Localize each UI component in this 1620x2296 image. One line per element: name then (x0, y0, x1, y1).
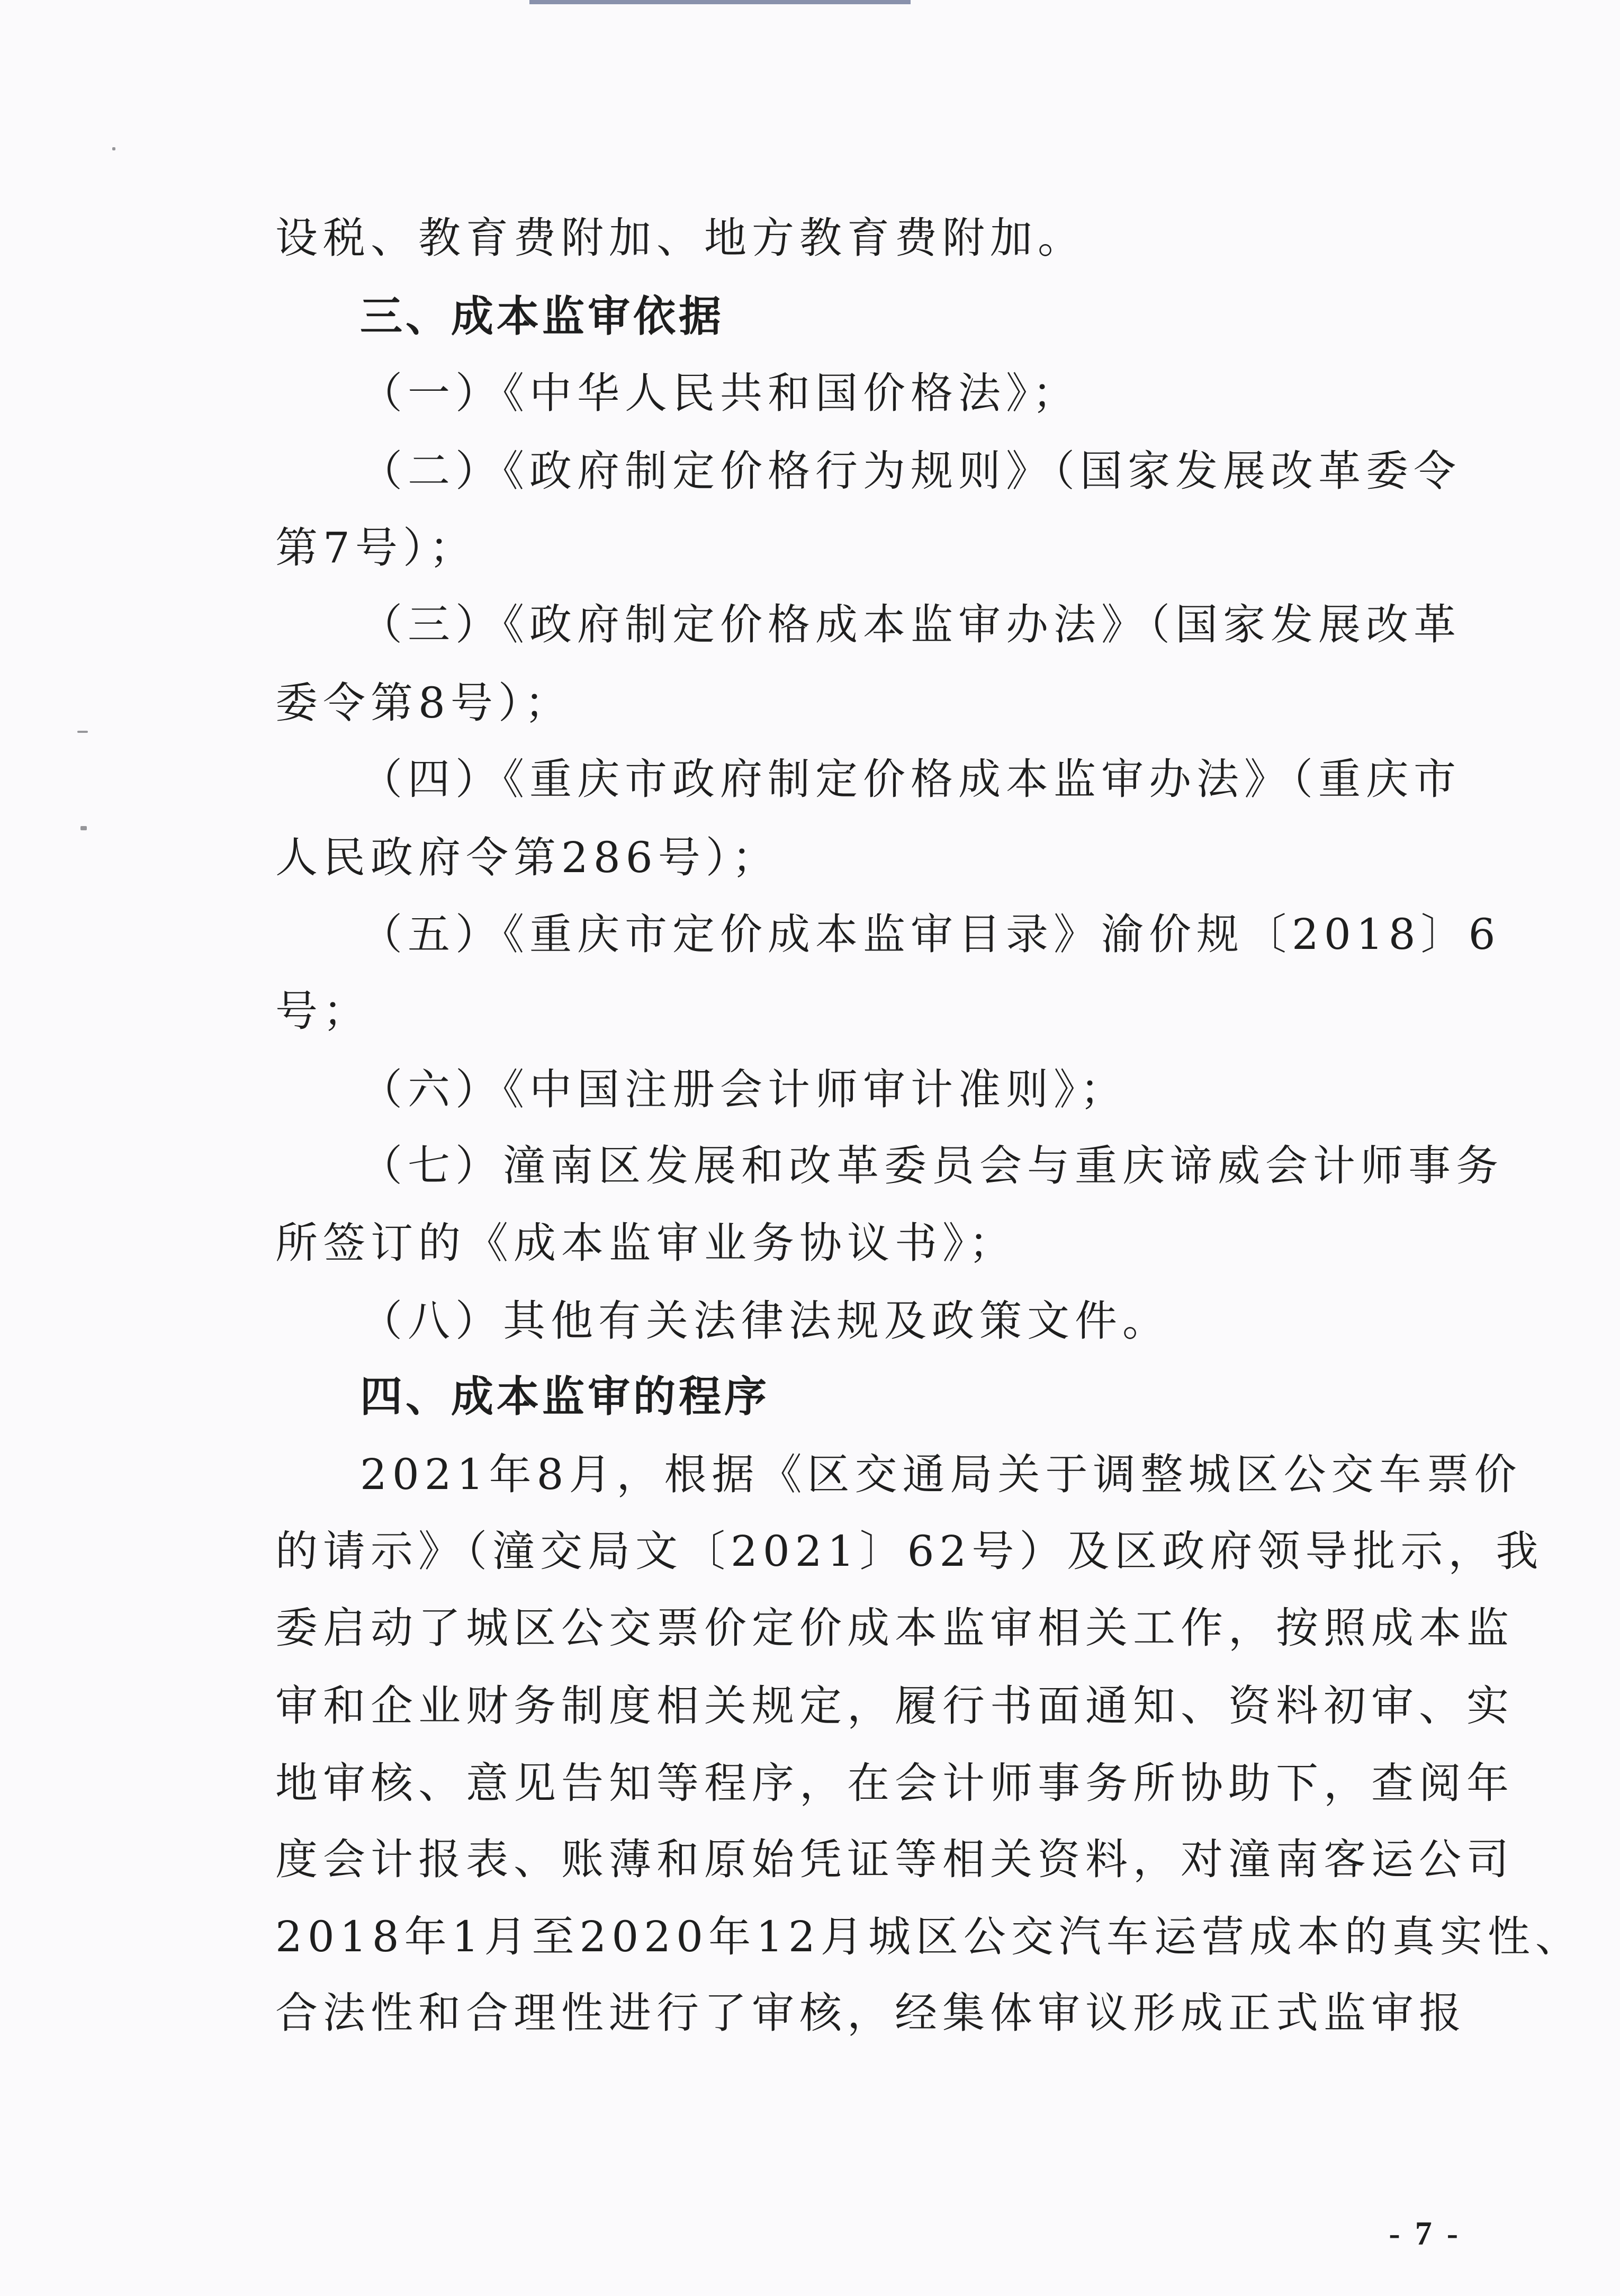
body-text-line: 人民政府令第286号）； (275, 833, 780, 882)
body-text-line: 地审核、意见告知等程序，在会计师事务所协助下，查阅年 (275, 1759, 1514, 1808)
body-text-line: 度会计报表、账薄和原始凭证等相关资料，对潼南客运公司 (275, 1835, 1514, 1884)
body-text-line: （五）《重庆市定价成本监审目录》渝价规〔2018〕6 (360, 910, 1501, 959)
scan-speck (112, 147, 115, 150)
body-text-line: （一）《中华人民共和国价格法》； (360, 369, 1080, 418)
body-text-line: 所签订的《成本监审业务协议书》； (275, 1218, 1016, 1268)
body-text-line: （七）潼南区发展和改革委员会与重庆谛威会计师事务 (360, 1141, 1504, 1190)
body-text-line: （八）其他有关法律法规及政策文件。 (360, 1296, 1170, 1346)
body-text-line: 2021年8月，根据《区交通局关于调整城区公交车票价 (360, 1450, 1522, 1499)
body-text-line: 合法性和合理性进行了审核，经集体审议形成正式监审报 (275, 1988, 1466, 2038)
body-text-line: 第7号）； (275, 523, 477, 572)
body-text-line: 的请示》（潼交局文〔2021〕62号）及区政府领导批示，我 (275, 1527, 1544, 1576)
body-text-line: 审和企业财务制度相关规定，履行书面通知、资料初审、实 (275, 1681, 1514, 1730)
section-heading: 四、成本监审的程序 (360, 1372, 770, 1421)
scan-speck (80, 826, 87, 830)
body-text-line: 号； (275, 986, 371, 1036)
body-text-line: 设税、教育费附加、地方教育费附加。 (275, 213, 1085, 263)
scan-edge-mark (529, 0, 911, 4)
body-text-line: （四）《重庆市政府制定价格成本监审办法》（重庆市 (360, 755, 1461, 804)
scan-speck (77, 731, 88, 733)
body-text-line: （二）《政府制定价格行为规则》（国家发展改革委令 (360, 446, 1461, 496)
body-text-line: （六）《中国注册会计师审计准则》； (360, 1065, 1128, 1114)
body-text-line: 2018年1月至2020年12月城区公交汽车运营成本的真实性、 (275, 1912, 1583, 1961)
body-text-line: 委令第8号）； (275, 678, 572, 728)
page-number: - 7 - (1389, 2214, 1461, 2252)
body-text-line: （三）《政府制定价格成本监审办法》（国家发展改革 (360, 600, 1461, 649)
body-text-line: 委启动了城区公交票价定价成本监审相关工作，按照成本监 (275, 1603, 1514, 1653)
section-heading: 三、成本监审依据 (360, 292, 724, 341)
